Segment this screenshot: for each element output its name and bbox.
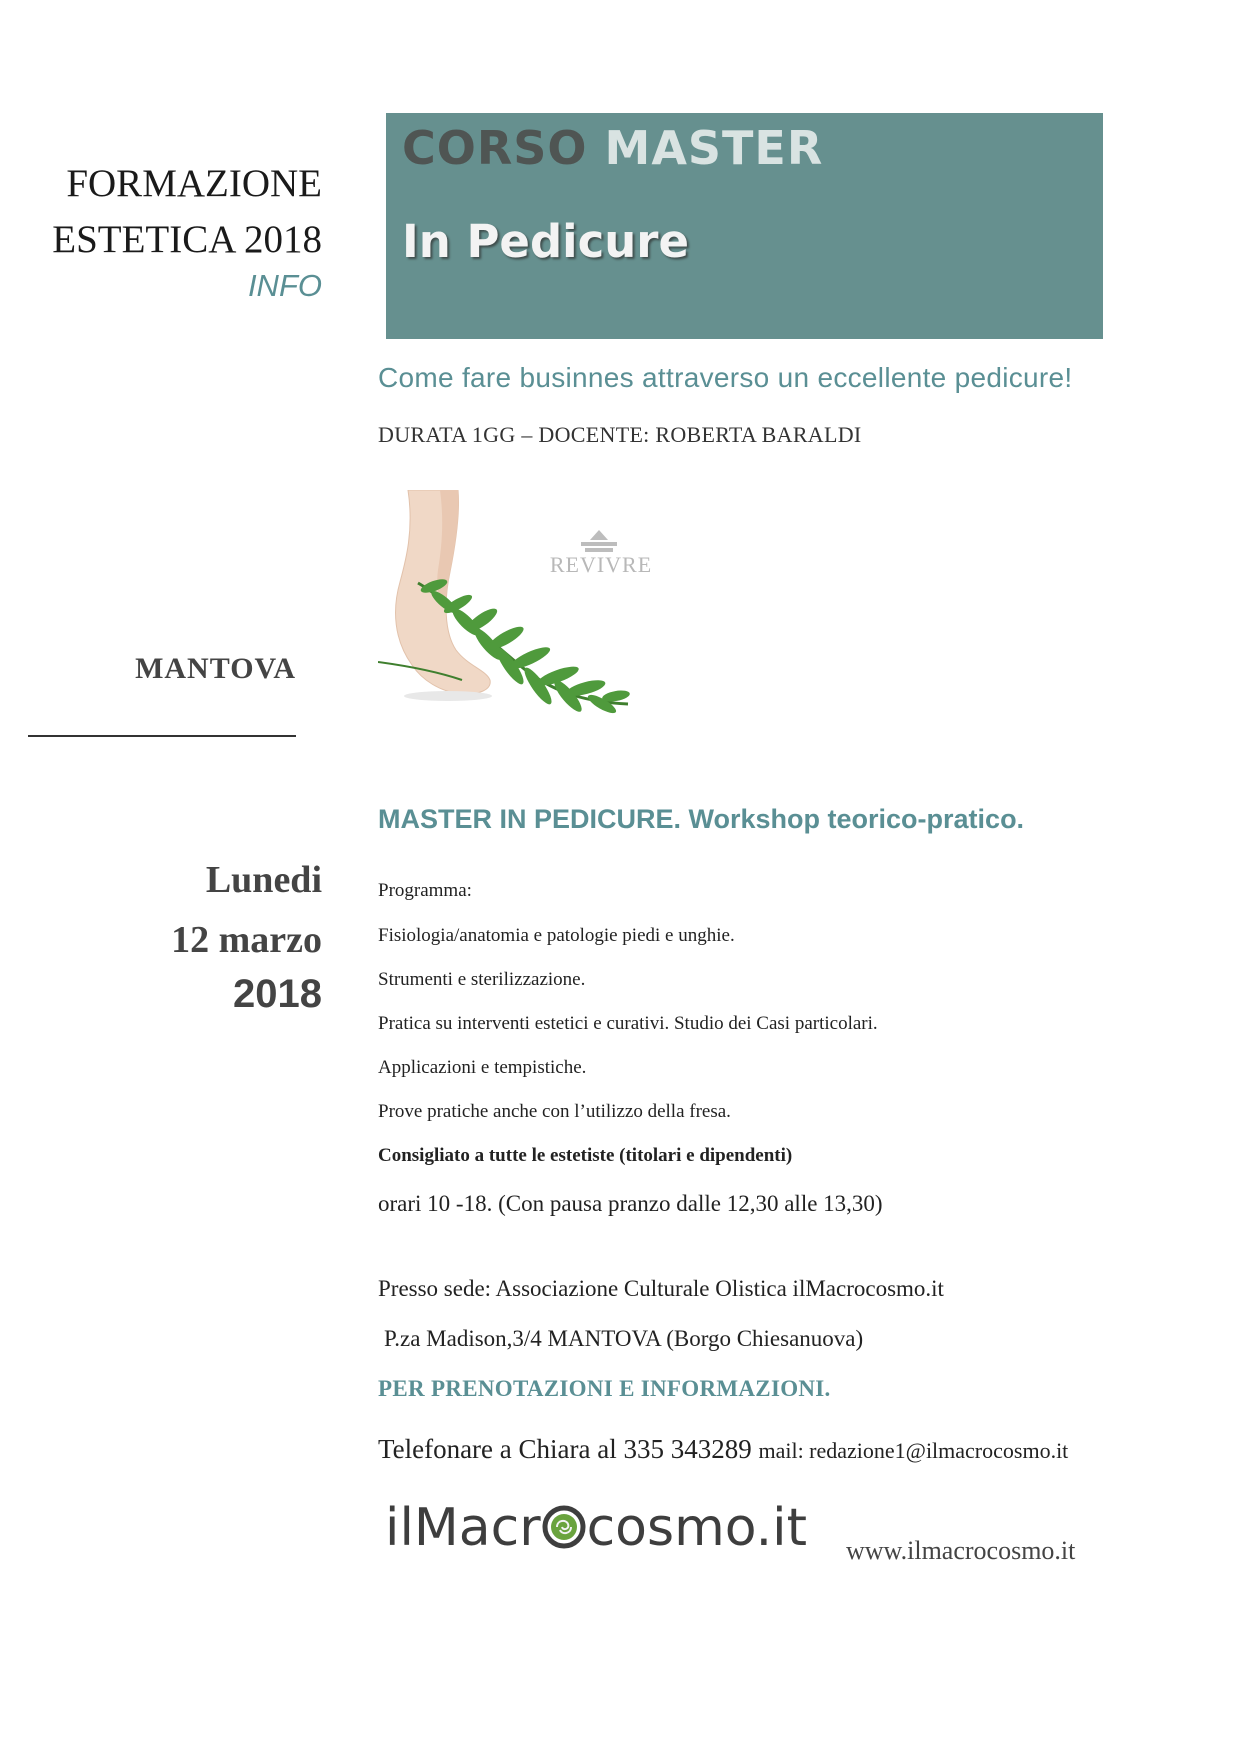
foot-fern-image xyxy=(378,490,678,715)
program-item: Strumenti e sterilizzazione. xyxy=(378,969,586,990)
divider-line xyxy=(28,735,296,737)
revivre-brand: REVIVRE xyxy=(549,552,653,577)
foot-with-fern-illustration xyxy=(378,490,678,715)
banner-title xyxy=(402,121,823,175)
logo-text-part1: ilMacr xyxy=(385,1498,541,1558)
program-item: Pratica su interventi estetici e curativi. Studio dei Casi particolari. xyxy=(378,1013,878,1034)
tagline: Come fare businnes attraverso un eccellente pedicure! xyxy=(378,362,1073,393)
venue-line-1: Presso sede: Associazione Culturale Olistica ilMacrocosmo.it xyxy=(378,1276,944,1301)
website-link[interactable]: www.ilmacrocosmo.it xyxy=(846,1536,1076,1565)
email-text: mail: redazione1@ilmacrocosmo.it xyxy=(758,1438,1069,1463)
phone-text: Telefonare a Chiara al 335 343289 xyxy=(378,1434,752,1464)
date-year: 2018 xyxy=(233,972,322,1016)
spiral-o-icon xyxy=(541,1502,587,1546)
date-daymonth: 12 marzo xyxy=(171,919,322,961)
ilmacrocosmo-logo xyxy=(385,1498,807,1558)
program-item: Fisiologia/anatomia e patologie piedi e unghie. xyxy=(378,925,735,946)
course-banner xyxy=(386,113,1103,339)
program-item: Applicazioni e tempistiche. xyxy=(378,1057,587,1078)
recommended-note: Consigliato a tutte le estetiste (titolari e dipendenti) xyxy=(378,1145,793,1166)
banner-word-master: MASTER xyxy=(604,121,824,175)
banner-subtitle: In Pedicure xyxy=(402,215,690,268)
title-line-1: FORMAZIONE xyxy=(66,162,322,205)
logo-text-part2: cosmo.it xyxy=(586,1498,808,1558)
city-label: MANTOVA xyxy=(135,652,296,685)
program-item: Prove pratiche anche con l’utilizzo della fresa. xyxy=(378,1101,731,1122)
duration-teacher: DURATA 1GG – DOCENTE: ROBERTA BARALDI xyxy=(378,422,862,447)
course-category-title xyxy=(20,156,322,268)
banner-word-corso: CORSO xyxy=(402,121,588,175)
title-line-2: ESTETICA 2018 xyxy=(52,218,322,261)
venue-address: P.za Madison,3/4 MANTOVA (Borgo Chiesanuova) xyxy=(384,1326,864,1351)
info-label: INFO xyxy=(247,268,322,303)
schedule-hours: orari 10 -18. (Con pausa pranzo dalle 12,30 alle 13,30) xyxy=(378,1191,883,1216)
booking-heading: PER PRENOTAZIONI E INFORMAZIONI. xyxy=(378,1376,831,1401)
contact-line xyxy=(378,1434,1068,1465)
date-day: Lunedi xyxy=(205,859,322,901)
workshop-title: MASTER IN PEDICURE. Workshop teorico-pratico. xyxy=(378,804,1025,834)
program-heading: Programma: xyxy=(378,880,472,901)
